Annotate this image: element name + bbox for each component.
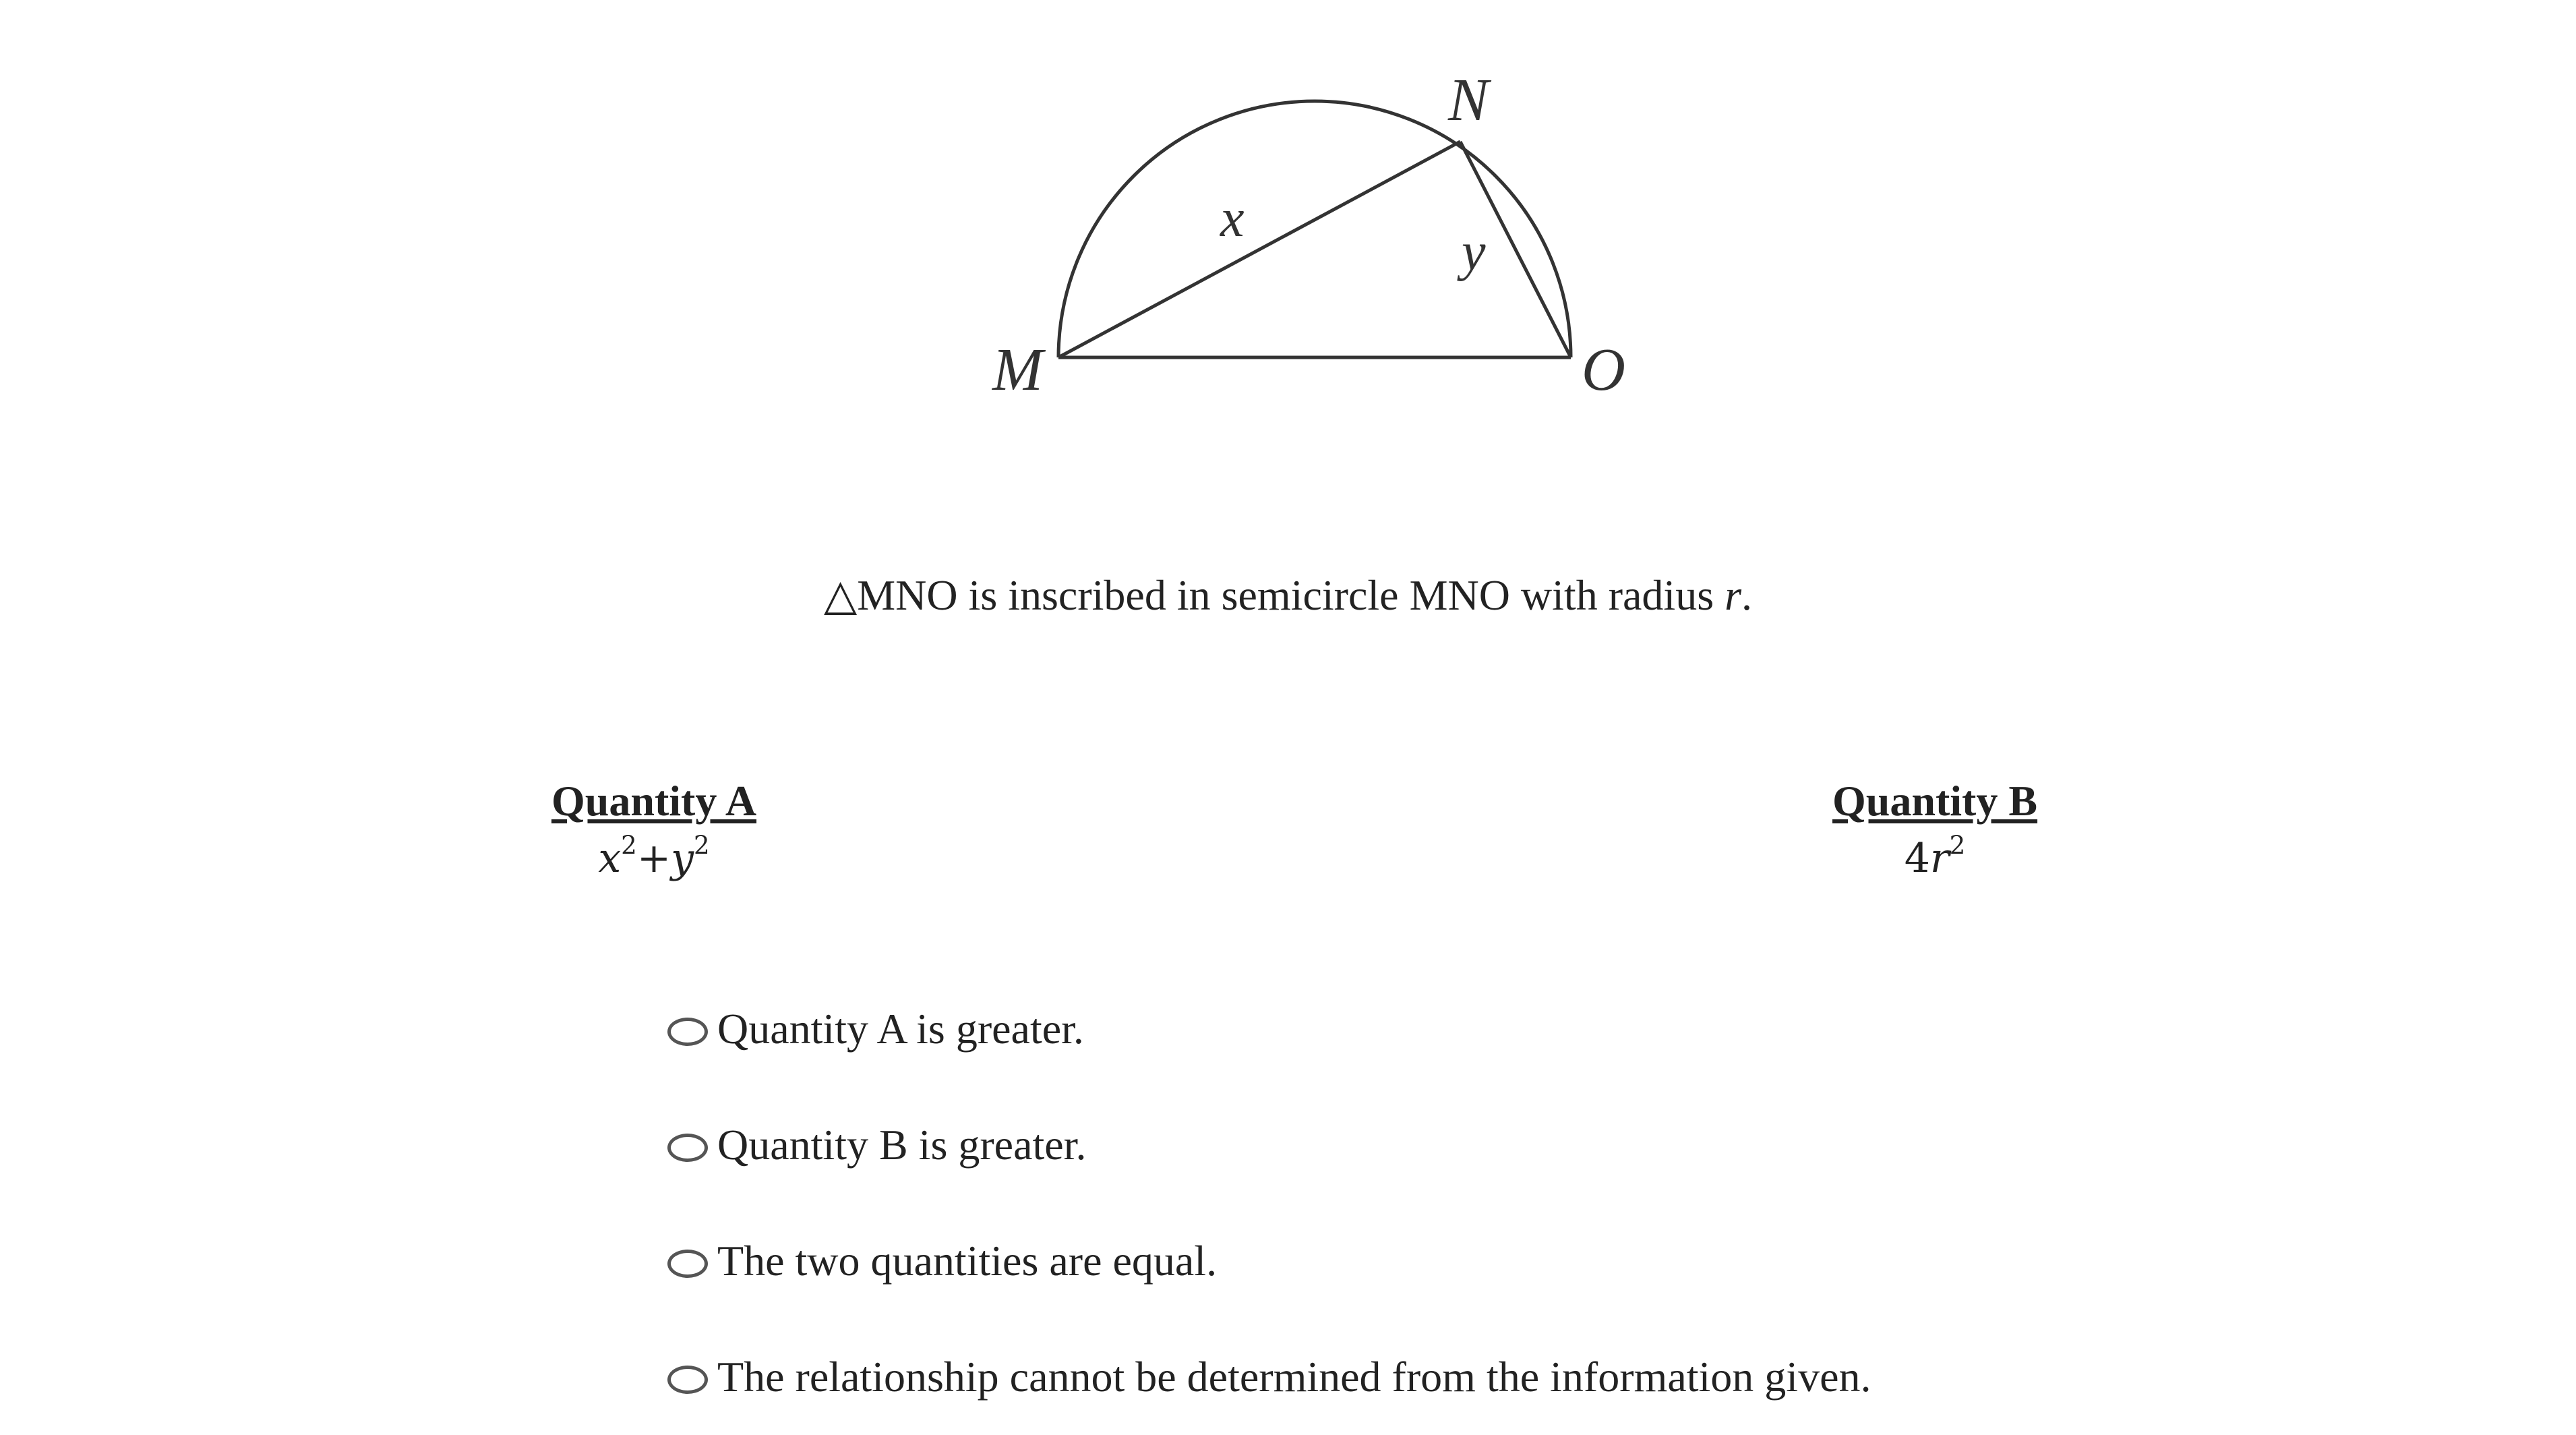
answer-option-b[interactable] [667,1087,2285,1203]
question-stem [0,570,2576,622]
quantity-b-title: Quantity B [1832,777,2038,825]
quantity-b-expression [1800,830,2070,883]
triangle-icon: △ [823,571,858,619]
radio-button-b[interactable] [667,1134,708,1162]
quantity-a-var-y: y [671,834,694,882]
semicircle-triangle-figure [971,67,1658,418]
radius-variable: r [1725,571,1742,619]
segment-mn [1058,142,1460,357]
quantity-a-expression [519,830,789,883]
side-label-y: y [1462,223,1486,282]
stem-text: MNO is inscribed in semicircle MNO with radius [857,571,1725,619]
vertex-label-o: O [1582,336,1625,403]
quantity-b-exp-r: 2 [1949,830,1966,860]
quantity-a-column [519,775,789,883]
stem-period: . [1741,571,1753,619]
vertex-label-n: N [1448,67,1489,134]
quantity-a-exp-x: 2 [621,830,637,860]
quantity-b-column [1800,775,2070,883]
quantity-b-var-r: r [1929,834,1950,882]
quantity-a-var-x: x [598,834,622,882]
answer-option-c-label: The two quantities are equal. [717,1237,1218,1285]
answer-option-b-label: Quantity B is greater. [717,1121,1087,1169]
radio-button-d[interactable] [667,1366,708,1394]
quantity-a-title: Quantity A [551,777,757,825]
radio-button-a[interactable] [667,1018,708,1046]
quantity-a-exp-y: 2 [694,830,710,860]
answer-option-a-label: Quantity A is greater. [717,1005,1084,1053]
answer-option-d-label: The relationship cannot be determined from the information given. [717,1353,1871,1401]
quantity-a-plus: + [636,834,671,882]
vertex-label-m: M [992,336,1043,403]
quantity-b-coefficient: 4 [1904,834,1930,882]
answer-option-c[interactable] [667,1203,2285,1319]
radio-button-c[interactable] [667,1250,708,1278]
answer-options [667,971,2285,1435]
answer-option-d[interactable] [667,1319,2285,1435]
side-label-x: x [1220,189,1245,248]
answer-option-a[interactable] [667,971,2285,1087]
semicircle-arc [1058,101,1571,357]
